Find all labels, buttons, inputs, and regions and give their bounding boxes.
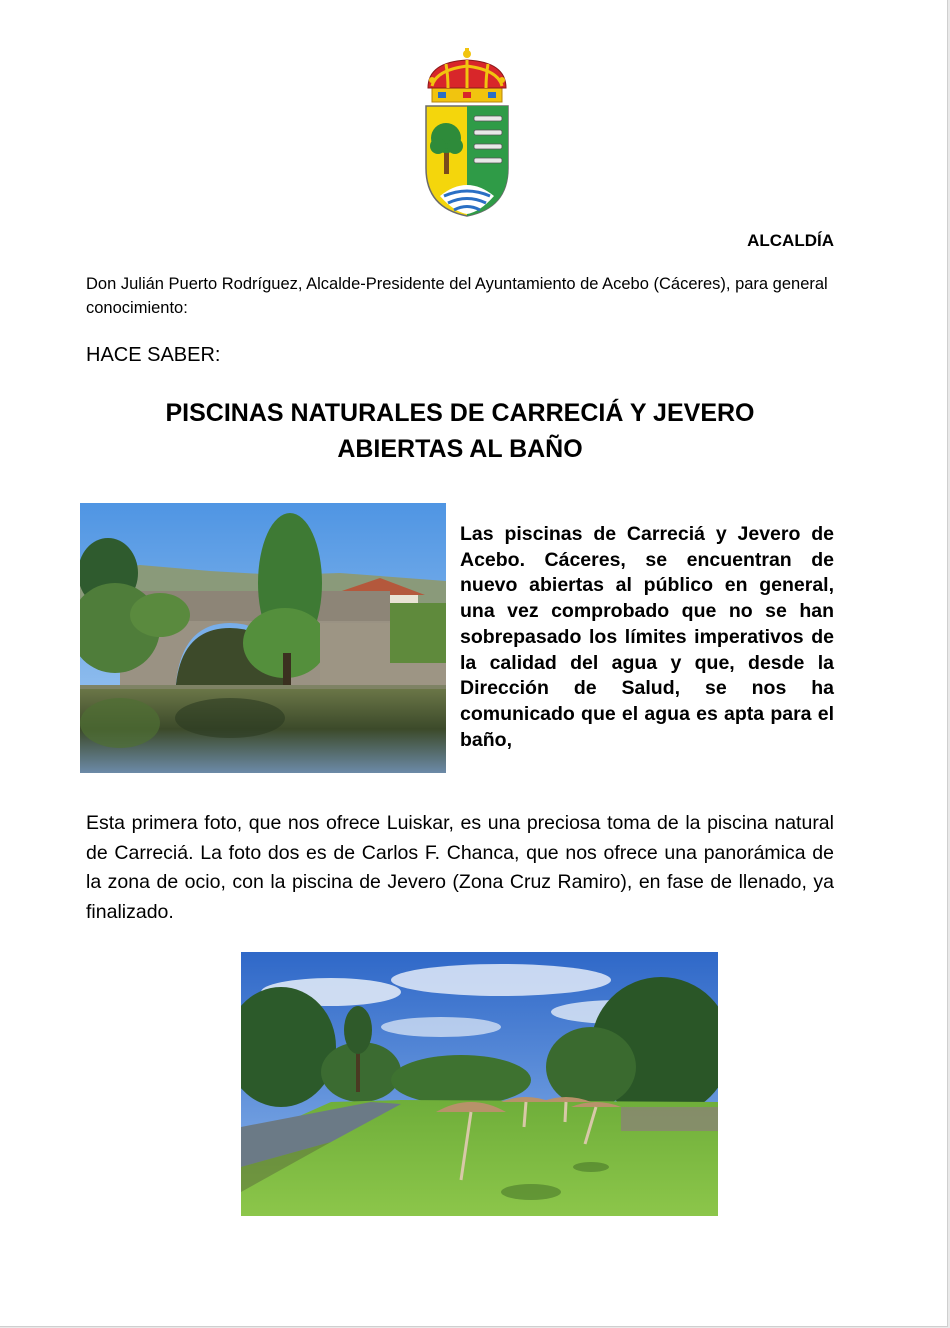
photo-description: Esta primera foto, que nos ofrece Luiskar, es una preciosa toma de la piscina natural de Carreciá. La foto dos es de Carlos F. Chanca, que nos ofrece una panorámica de la zona de ocio, con la piscina de Jevero (Zona Cruz Ramiro), en fase de llenado, ya finalizado. [86,812,834,923]
announcement-text: Las piscinas de Carreciá y Jevero de Acebo. Cáceres, se encuentran de nuevo abiertas al público en general, una vez comprobado que no se han sobrepasado los límites imperativos de la calidad del agua y que, desde la Dirección de Salud, se nos ha comunicado que el agua es apta para el baño, [460,523,834,751]
recreation-area-photo [241,952,718,1216]
office-heading: ALCALDÍA [747,231,834,250]
coat-of-arms-icon [418,48,516,220]
bridge-river-photo [80,503,446,773]
intro-paragraph: Don Julián Puerto Rodríguez, Alcalde-Presidente del Ayuntamiento de Acebo (Cáceres), para general conocimiento: [86,275,828,317]
page-title [86,395,834,467]
title-line-1: PISCINAS NATURALES DE CARRECIÁ Y JEVERO [165,399,755,427]
title-line-2: ABIERTAS AL BAÑO [337,435,583,463]
hace-saber-label: HACE SABER: [86,344,221,366]
